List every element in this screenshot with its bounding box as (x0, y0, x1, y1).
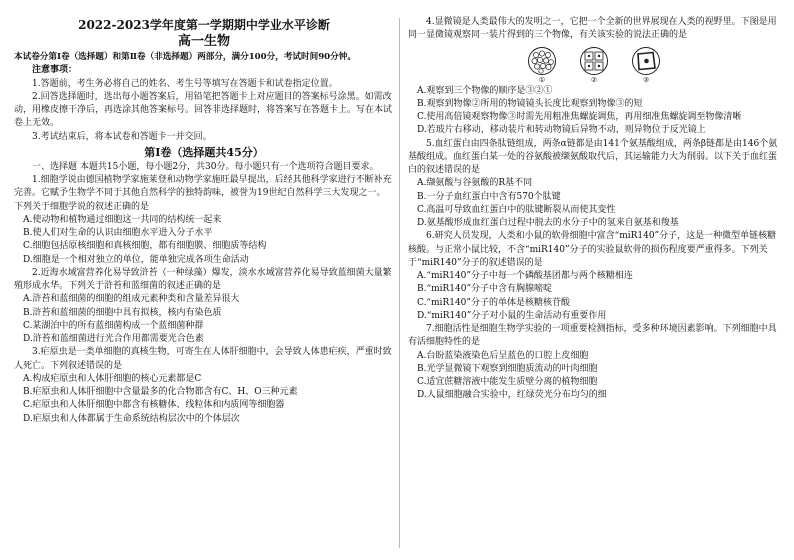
section-title: 第Ⅰ卷（选择题共45分） (144, 145, 264, 159)
option-d: D.疟原虫和人体都属于生命系统结构层次中的个体层次 (23, 413, 240, 424)
option-b: B.使人们对生命的认识由细胞水平进入分子水平 (23, 228, 213, 238)
question-1 (14, 174, 394, 267)
microscope-view-2 (579, 46, 609, 76)
option-c: C.细胞包括原核细胞和真核细胞，都有细胞膜、细胞质等结构 (23, 241, 267, 252)
question-stem: 1.细胞学说由德国植物学家施莱登和动物学家施旺最早提出，后经其他科学家进行不断补充完善。它赋予生物学不同于其他自然科学的独特韵味，被誉为19世纪自然科学三大发现之一。下列关于细胞学说的叙述正确的是 (14, 175, 392, 212)
option-a: A.浒苔和蓝细菌的细胞的组成元素种类和含量差异很大 (23, 294, 240, 305)
option-c: C.适宜蔗糖溶液中能发生质壁分离的植物细胞 (417, 377, 598, 387)
option-b: B.光学显微镜下观察到细胞质流动的叶肉细胞 (417, 363, 598, 374)
subject-title: 高一生物 (177, 34, 230, 49)
option-a: A.“miR140”分子中每一个磷酸基团都与两个核糖相连 (417, 271, 633, 281)
question-stem: 3.疟原虫是一类单细胞的真核生物，可寄生在人体肝细胞中，会导致人体患疟疾，严重时致人死亡。下列叙述错误的是 (14, 347, 392, 371)
question-3 (14, 346, 394, 426)
question-2 (14, 267, 394, 347)
right-column (408, 16, 780, 403)
option-c: C.高温可导致血红蛋白中的肽键断裂从而使其变性 (417, 204, 616, 215)
option-d: D.浒苔和蓝细菌进行光合作用都需要光合色素 (23, 334, 204, 344)
instruction-item: 2.回答选择题时，选出每小题答案后，用铅笔把答题卡上对应题目的答案标号涂黑。如需改动，用橡皮擦干净后，再选涂其他答案标号。回答非选择题时，将答案写在答题卡上。写在本试卷上无效。 (14, 91, 393, 129)
option-d: D.若玻片右移动，移动装片和转动物镜后异物不动，则异物位于反光镜上 (417, 125, 706, 136)
instructions-title: 注意事项： (32, 65, 78, 76)
option-a: A.观察到三个物像的顺序是③②① (417, 85, 553, 96)
question-4 (408, 16, 780, 138)
microscope-view-1 (527, 46, 557, 76)
option-a: A.构成疟原虫和人体肝细胞的核心元素都是C (23, 373, 202, 384)
figure-label: ③ (642, 75, 650, 84)
image-3 (631, 46, 661, 84)
option-d: D.“miR140”分子对小鼠的生命活动有重要作用 (417, 310, 607, 321)
question-stem: 7.细胞活性是细胞生物学实验的一项重要检测指标，受多种环境因素影响。下列细胞中具有活细胞特性的是 (408, 324, 777, 348)
instruction-item: 3.考试结束后，将本试卷和答题卡一并交回。 (32, 131, 212, 142)
exam-page (8, 18, 786, 546)
option-b: B.观察到物像②所用的物镜镜头长度比观察到物像③的短 (417, 98, 643, 109)
option-d: D.人鼠细胞融合实验中，红绿荧光分布均匀的细 (417, 390, 607, 401)
option-d: D.细胞是一个相对独立的单位，能单独完成各项生命活动 (23, 254, 249, 265)
figure-label: ② (590, 75, 598, 84)
image-2 (579, 46, 609, 84)
option-b: B.“miR140”分子中含有胸腺嘧啶 (417, 284, 553, 295)
question-stem: 4.显微镜是人类最伟大的发明之一，它把一个全新的世界展现在人类的视野里。下图是用同一显微镜观察同一装片得到的三个物像，有关该实验的说法正确的是 (408, 17, 777, 41)
option-c: C.“miR140”分子的单体是核糖核苷酸 (417, 297, 570, 308)
option-d: D.氨基酸形成血红蛋白过程中脱去的水分子中的氢来自氨基和羧基 (417, 218, 679, 228)
question-7 (408, 323, 780, 403)
question-stem: 5.血红蛋白由四条肽链组成，两条α链都是由141个氨基酸组成，两条β链都是由146个氨基酸组成。血红蛋白某一处的谷氨酸被缬氨酸取代后，其运输能力大为削弱。以下关于血红蛋白的叙述错误的是 (408, 138, 778, 175)
section-intro: 一、选择题 本题共15小题，每小题2分，共30分。每小题只有一个选项符合题目要求。 (32, 161, 379, 172)
instruction-item: 1.答题前，考生务必将自己的姓名、考生号等填写在答题卡和试卷指定位置。 (32, 78, 338, 89)
question-5 (408, 138, 780, 231)
option-c: C.某湖泊中的所有蓝细菌构成一个蓝细菌种群 (23, 320, 204, 331)
question-6 (408, 230, 780, 323)
option-a: A.台盼蓝染液染色后呈蓝色的口腔上皮细胞 (417, 350, 589, 361)
option-c: C.疟原虫和人体肝细胞中都含有核糖体、线粒体和内质网等细胞器 (23, 400, 285, 411)
option-b: B.一分子血红蛋白中含有570个肽键 (417, 191, 561, 202)
left-column (14, 18, 394, 426)
figure-label: ① (538, 75, 546, 84)
exam-title: 2022-2023学年度第一学期期中学业水平诊断 (78, 18, 330, 32)
option-b: B.浒苔和蓝细菌的细胞中具有拟核，核内有染色质 (23, 307, 222, 318)
exam-note: 本试卷分第Ⅰ卷（选择题）和第Ⅱ卷（非选择题）两部分，满分100分，考试时间90分钟。 (14, 52, 356, 62)
option-a: A.使动物和植物通过细胞这一共同的结构统一起来 (23, 214, 222, 225)
option-a: A.缬氨酸与谷氨酸的R基不同 (417, 178, 533, 189)
option-b: B.疟原虫和人体肝细胞中含量最多的化合物都含有C、H、O三种元素 (23, 387, 298, 397)
column-divider (399, 18, 400, 548)
question-stem: 2.近海水域富营养化易导致浒苔（一种绿藻）爆发，淡水水域富营养化易导致蓝细菌大量繁殖形成水华。下列关于浒苔和蓝细菌的叙述正确的是 (14, 267, 392, 291)
microscope-view-3 (631, 46, 661, 76)
image-1 (527, 46, 557, 84)
microscope-figure (408, 46, 780, 84)
question-stem: 6.研究人员发现，人类和小鼠的软骨细胞中富含“miR140”分子，这是一种微型单链核糖核酸。与正常小鼠比较，不含“miR140”分子的实验鼠软骨的损伤程度要严重得多。下列关于“miR140”分子的叙述错误的是 (408, 231, 777, 268)
option-c: C.使用高倍镜观察物像③时需先用粗准焦螺旋调焦，再用细准焦螺旋调至物像清晰 (417, 112, 742, 122)
